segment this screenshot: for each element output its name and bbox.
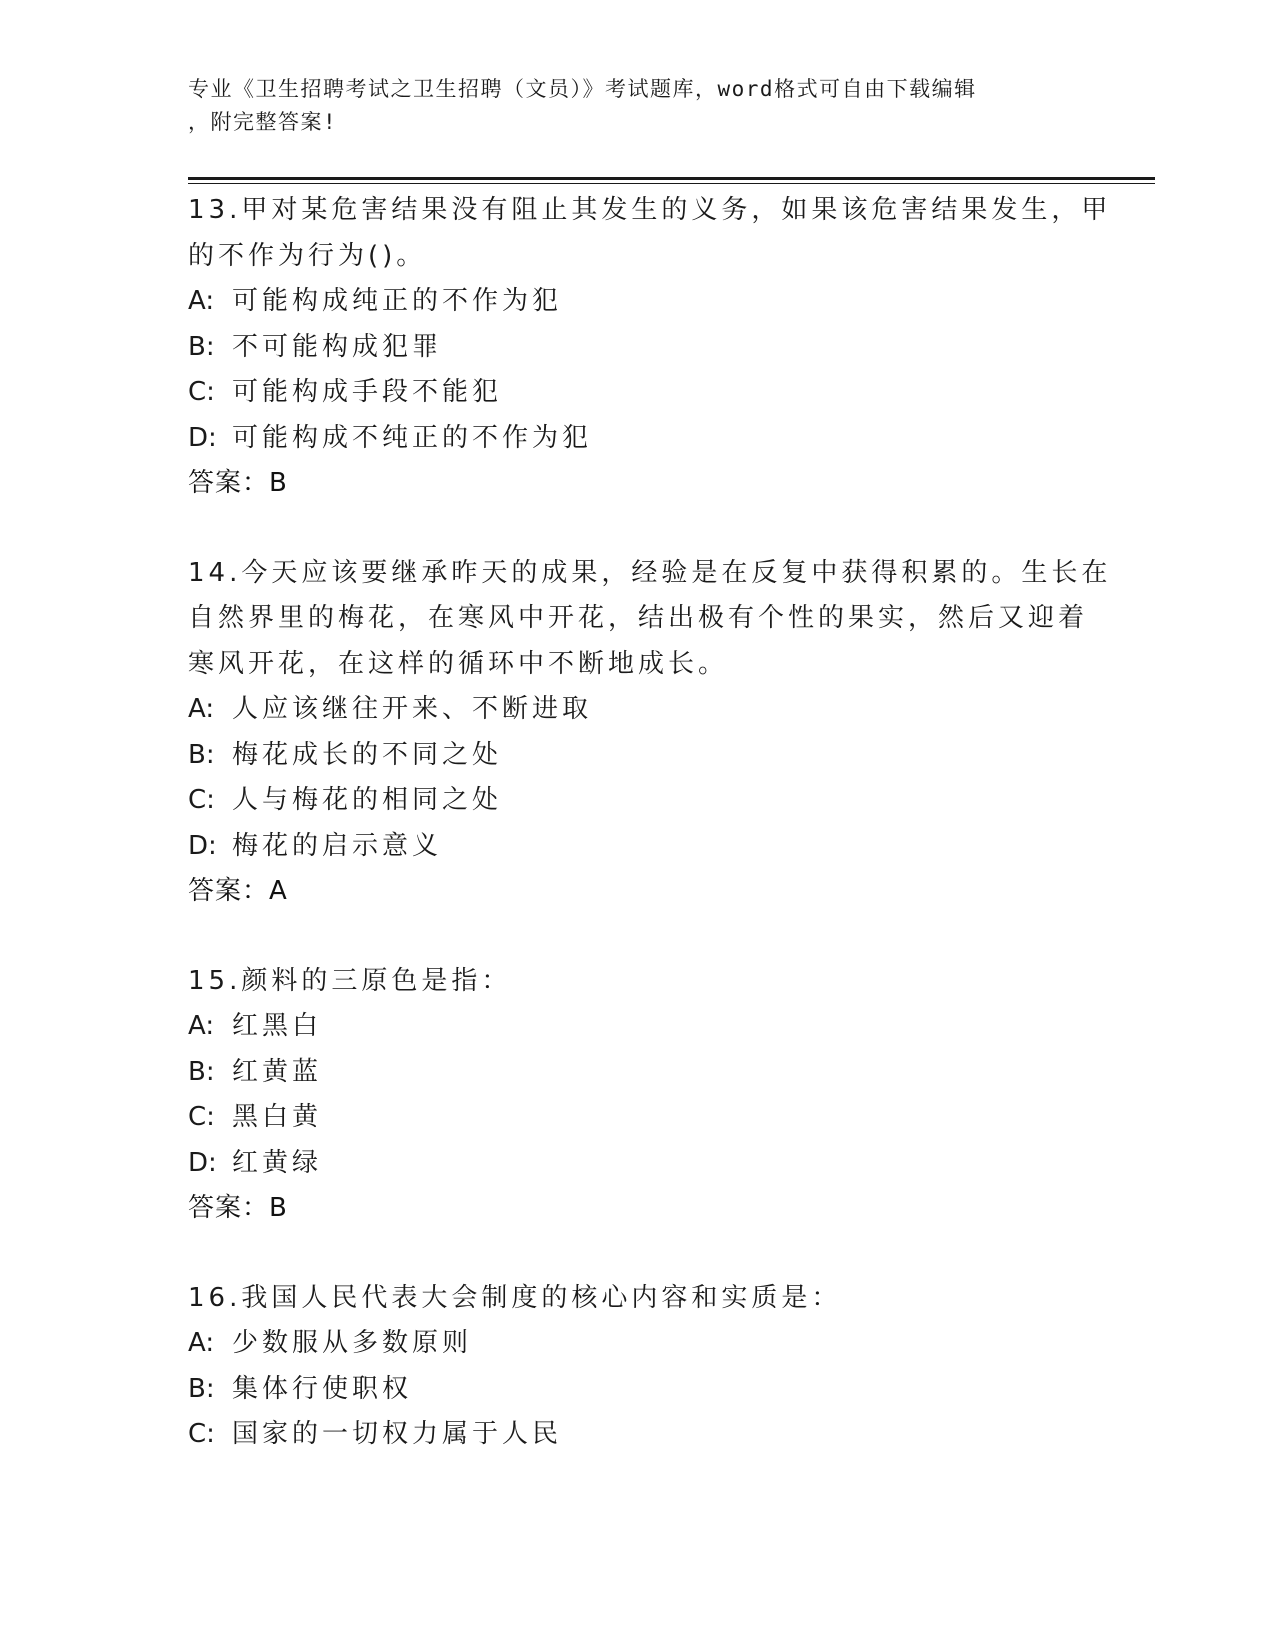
question-list — [188, 188, 1112, 1502]
option-letter: B: — [188, 331, 215, 362]
option-c — [188, 370, 1088, 416]
option-b — [188, 1050, 1088, 1096]
answer-line: 答案：A — [188, 876, 288, 906]
option-letter: B: — [188, 1373, 215, 1404]
header-divider-thin — [188, 183, 1155, 184]
option-a — [188, 1321, 1088, 1367]
question-text-line: 的不作为行为()。 — [188, 240, 427, 271]
option-text: 国家的一切权力属于人民 — [232, 1419, 563, 1449]
option-text: 可能构成不纯正的不作为犯 — [232, 422, 593, 453]
option-text: 少数服从多数原则 — [232, 1328, 473, 1358]
question-text-line: 15.颜料的三原色是指： — [188, 965, 512, 996]
option-text: 不可能构成犯罪 — [232, 331, 443, 362]
option-text: 红黑白 — [232, 1011, 323, 1041]
question-15 — [188, 959, 1088, 1232]
option-letter: B: — [188, 1056, 215, 1087]
option-letter: A: — [188, 1328, 215, 1358]
question-13 — [188, 188, 1112, 507]
option-c — [188, 1095, 1088, 1141]
option-text: 可能构成手段不能犯 — [232, 377, 503, 407]
option-b — [188, 1367, 1088, 1413]
option-d — [188, 824, 1088, 870]
option-text: 可能构成纯正的不作为犯 — [232, 286, 563, 316]
option-letter: C: — [188, 1102, 215, 1132]
question-16 — [188, 1276, 1088, 1458]
option-letter: D: — [188, 830, 217, 861]
header-line-1: 专业《卫生招聘考试之卫生招聘（文员）》考试题库，word格式可自由下载编辑 — [188, 77, 977, 101]
option-letter: C: — [188, 1419, 215, 1449]
header-divider-thick — [188, 177, 1155, 180]
option-text: 梅花的启示意义 — [232, 830, 443, 861]
option-c — [188, 778, 1088, 824]
option-letter: C: — [188, 785, 215, 815]
question-text-line: 16.我国人民代表大会制度的核心内容和实质是： — [188, 1282, 842, 1313]
option-text: 黑白黄 — [232, 1102, 323, 1132]
document-header — [188, 73, 1068, 139]
option-a — [188, 687, 1088, 733]
question-text-line: 14.今天应该要继承昨天的成果，经验是在反复中获得积累的。生长在 — [188, 557, 1112, 588]
option-text: 人与梅花的相同之处 — [232, 785, 503, 815]
option-text: 红黄蓝 — [232, 1056, 323, 1087]
option-text: 集体行使职权 — [232, 1373, 413, 1404]
option-letter: A: — [188, 286, 215, 316]
option-d — [188, 416, 1088, 462]
question-text-line: 自然界里的梅花，在寒风中开花，结出极有个性的果实，然后又迎着 — [188, 603, 1089, 633]
question-text-line: 13.甲对某危害结果没有阻止其发生的义务，如果该危害结果发生，甲 — [188, 195, 1112, 225]
option-b — [188, 325, 1088, 371]
option-text: 人应该继往开来、不断进取 — [232, 694, 593, 724]
option-b — [188, 733, 1088, 779]
option-c — [188, 1412, 1088, 1458]
header-line-2: ，附完整答案! — [188, 110, 338, 134]
question-text-line: 寒风开花，在这样的循环中不断地成长。 — [188, 648, 729, 679]
option-d — [188, 1141, 1088, 1187]
answer-line: 答案：B — [188, 468, 288, 498]
option-text: 红黄绿 — [232, 1147, 323, 1178]
option-letter: A: — [188, 694, 215, 724]
option-letter: A: — [188, 1011, 215, 1041]
option-letter: D: — [188, 1147, 217, 1178]
option-text: 梅花成长的不同之处 — [232, 739, 503, 770]
question-14 — [188, 551, 1112, 915]
option-a — [188, 1004, 1088, 1050]
answer-line: 答案：B — [188, 1193, 288, 1223]
option-letter: B: — [188, 739, 215, 770]
option-letter: C: — [188, 377, 215, 407]
option-a — [188, 279, 1088, 325]
option-letter: D: — [188, 422, 217, 453]
